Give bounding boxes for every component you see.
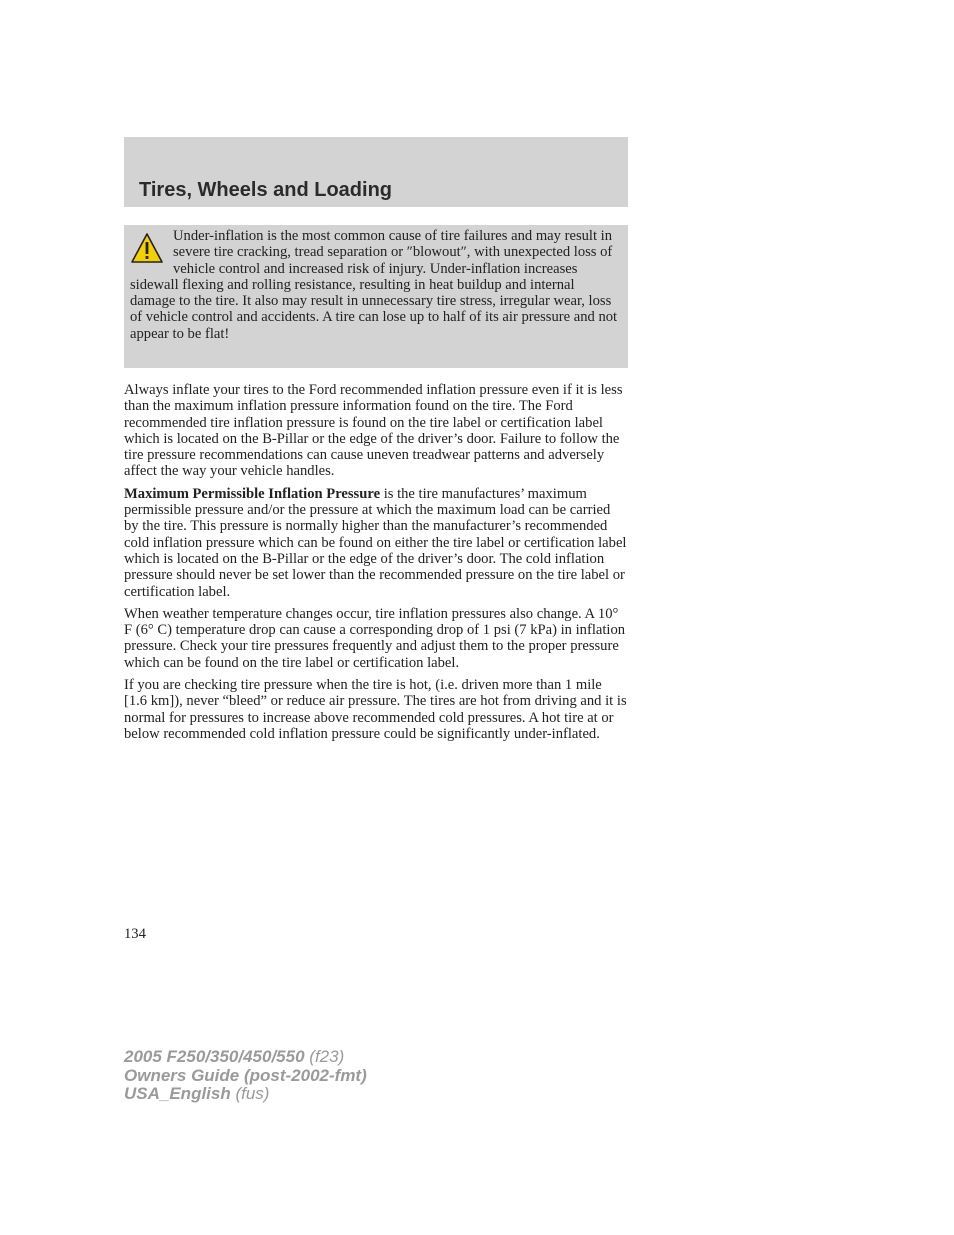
paragraph-temperature-change: When weather temperature changes occur, tire inflation pressures also change. A 10° F (6° C) temperature drop can cause a corresponding drop of 1 psi (7 kPa) in inflation pressure. Check your tire pressures frequently and adjust them to the proper pressure which can be found on the tire label or certification label. [124,605,626,671]
footer-model-code: (f23) [304,1047,345,1066]
footer-language: USA_English [124,1084,231,1103]
section-title: Tires, Wheels and Loading [139,179,393,201]
body-text [124,382,628,748]
footer-model: 2005 F250/350/450/550 [124,1047,305,1066]
maximum-permissible-pressure-term: Maximum Permissible Inflation Pressure [124,485,381,502]
warning-text: Under-inflation is the most common cause of tire failures and may result in severe tire cracking, tread separation or ″blowout″, with unexpected loss of vehicle control and increased risk of injury. Under-inflation increases sidewall flexing and rolling resistance, resulting in heat buildup and internal damage to the tire. It also may result in unnecessary tire stress, irregular wear, loss of vehicle control and accidents. A tire can lose up to half of its air pressure and not appear to be flat! [130,228,618,342]
paragraph-hot-tire: If you are checking tire pressure when the tire is hot, (i.e. driven more than 1 mile [1.6 km]), never “bleed” or reduce air pressure. The tires are hot from driving and it is normal for pressures to increase above recommended cold pressures. A hot tire at or below recommended cold inflation pressure could be significantly under-inflated. [124,677,627,742]
warning-triangle-icon [130,232,164,264]
paragraph-maximum-pressure [124,486,628,600]
page-number: 134 [124,926,146,942]
footer-language-code: (fus) [230,1084,270,1103]
maximum-pressure-description: is the tire manufactures’ maximum permissible pressure and/or the pressure at which the maximum load can be carried by the tire. This pressure is normally higher than the manufacturer’s recommended cold inflation pressure which can be found on either the tire label or certification label which is located on the B-Pillar or the edge of the driver’s door. The cold inflation pressure should never be set lower than the recommended pressure on the tire label or certification label. [124,485,627,600]
section-header-band [124,137,628,207]
warning-box [124,225,628,368]
paragraph-inflation-recommendation: Always inflate your tires to the Ford recommended inflation pressure even if it is less than the maximum inflation pressure information found on the tire. The Ford recommended tire inflation pressure is found on the tire label or certification label which is located on the B-Pillar or the edge of the driver’s door. Failure to follow the tire pressure recommendations can cause uneven treadwear patterns and adversely affect the way your vehicle handles. [124,382,623,480]
footer-line-language [124,1085,367,1104]
footer-line-guide [124,1067,367,1086]
footer-guide: Owners Guide (post-2002-fmt) [124,1065,367,1085]
footer-line-model [124,1048,367,1067]
document-footer [124,1048,367,1104]
